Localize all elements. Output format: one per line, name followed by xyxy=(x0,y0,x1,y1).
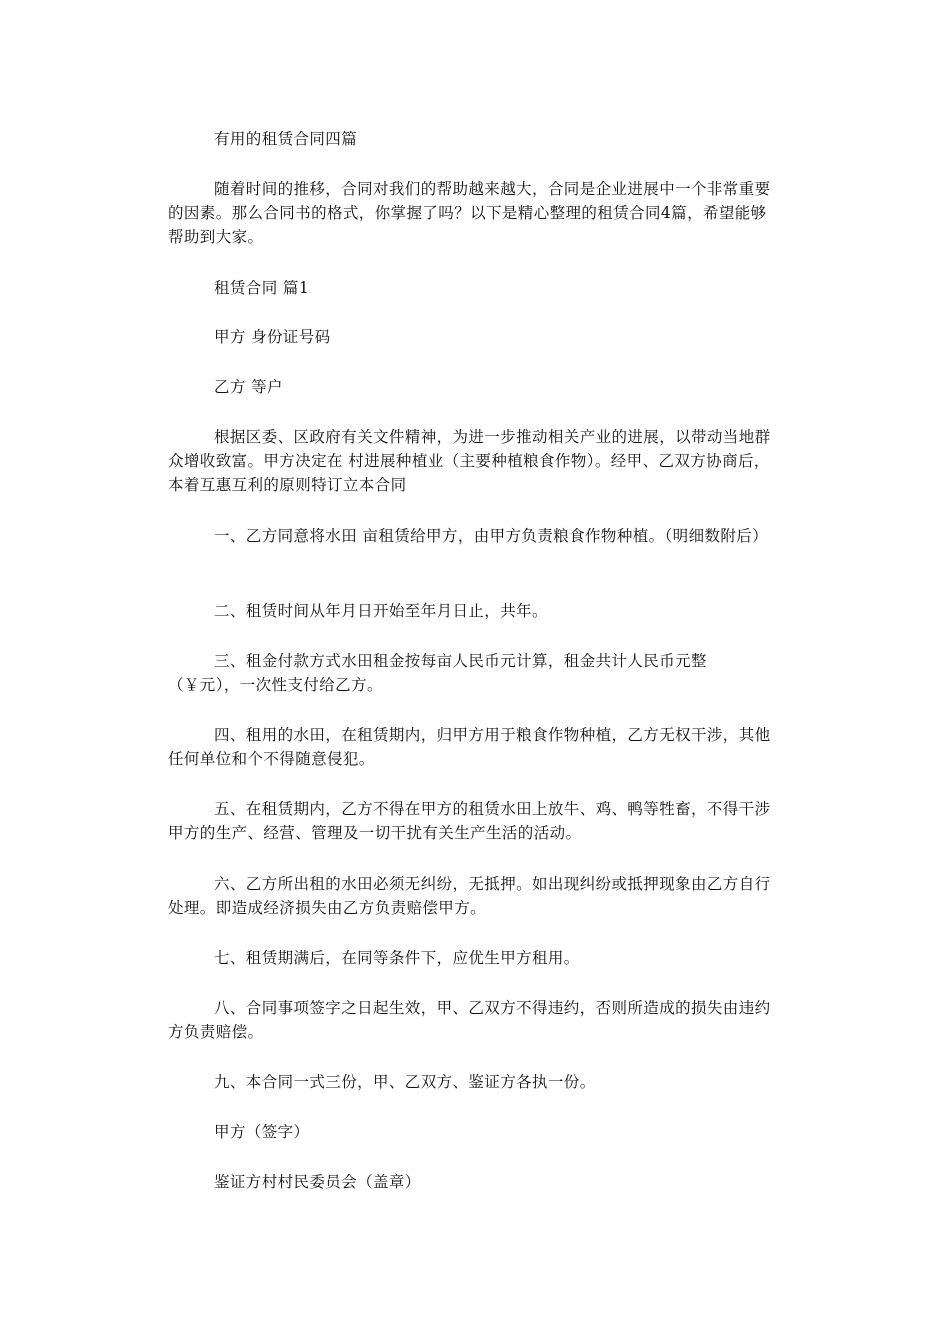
clause-1: 一、乙方同意将水田 亩租赁给甲方，由甲方负责粮食作物种植。（明细数附后） xyxy=(214,527,769,545)
section-heading: 租赁合同 篇1 xyxy=(214,279,310,297)
clause-7: 七、租赁期满后，在同等条件下，应优生甲方租用。 xyxy=(214,949,580,967)
party-b-line: 乙方 等户 xyxy=(214,378,283,396)
document-title: 有用的租赁合同四篇 xyxy=(214,130,358,148)
clause-2: 二、租赁时间从年月日开始至年月日止，共年。 xyxy=(214,602,548,620)
intro-paragraph: 随着时间的推移，合同对我们的帮助越来越大，合同是企业进展中一个非常重要的因素。那么合同书的格式，你掌握了吗？以下是精心整理的租赁合同4篇，希望能够帮助到大家。 xyxy=(168,180,771,246)
witness-signature: 鉴证方村村民委员会（盖章） xyxy=(214,1173,421,1191)
signature-party-a: 甲方（签字） xyxy=(214,1123,310,1141)
party-a-line: 甲方 身份证号码 xyxy=(214,328,331,346)
clause-3: 三、租金付款方式水田租金按每亩人民币元计算，租金共计人民币元整（￥元），一次性支付给乙方。 xyxy=(168,652,707,694)
clause-4: 四、租用的水田，在租赁期内，归甲方用于粮食作物种植，乙方无权干涉，其他任何单位和个不得随意侵犯。 xyxy=(168,726,771,768)
clause-9: 九、本合同一式三份，甲、乙双方、鉴证方各执一份。 xyxy=(214,1073,596,1091)
clause-5: 五、在租赁期内，乙方不得在甲方的租赁水田上放牛、鸡、鸭等牲畜，不得干涉甲方的生产、经营、管理及一切干扰有关生产生活的活动。 xyxy=(168,800,771,842)
preamble-paragraph: 根据区委、区政府有关文件精神，为进一步推动相关产业的进展，以带动当地群众增收致富。甲方决定在 村进展种植业（主要种植粮食作物）。经甲、乙双方协商后，本着互惠互利的原则特订立本合同 xyxy=(168,428,771,494)
clause-6: 六、乙方所出租的水田必须无纠纷，无抵押。如出现纠纷或抵押现象由乙方自行处理。即造成经济损失由乙方负责赔偿甲方。 xyxy=(168,875,771,917)
clause-8: 八、合同事项签字之日起生效，甲、乙双方不得违约，否则所造成的损失由违约方负责赔偿。 xyxy=(168,999,771,1041)
